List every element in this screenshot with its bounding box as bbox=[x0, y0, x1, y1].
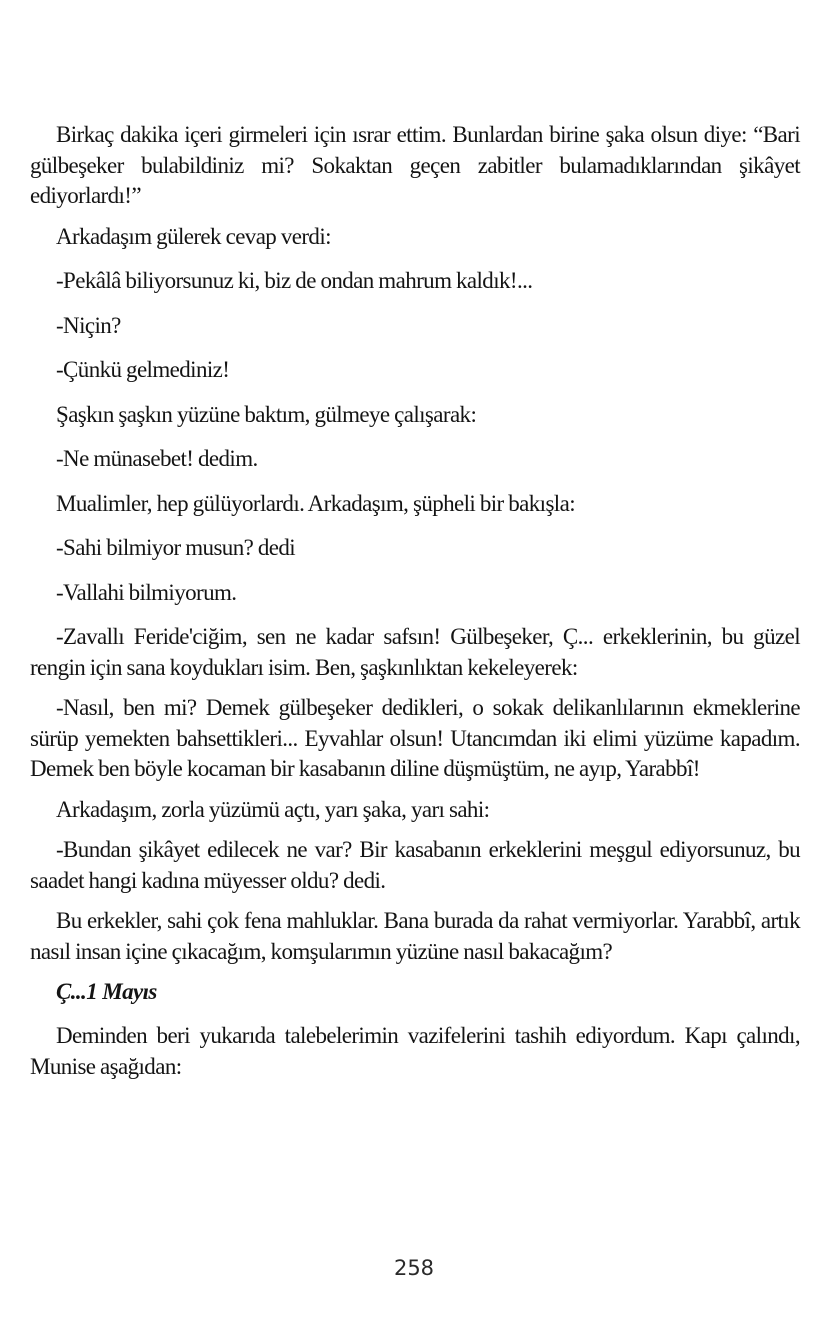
dialogue-line: -Ne münasebet! dedim. bbox=[56, 446, 258, 471]
paragraph: Bu erkekler, sahi çok fena mahluklar. Bana burada da rahat vermiyorlar. Yarabbî, artık nasıl insan içine çıkacağım, komşularımın yüzüne nasıl bakacağım? bbox=[30, 908, 800, 964]
dialogue-paragraph: -Bundan şikâyet edilecek ne var? Bir kasabanın erkeklerini meşgul ediyorsunuz, bu saadet hangi kadına müyesser oldu? dedi. bbox=[30, 837, 800, 893]
paragraph: Mualimler, hep gülüyorlardı. Arkadaşım, şüpheli bir bakışla: bbox=[56, 490, 575, 516]
paragraph: Deminden beri yukarıda talebelerimin vazifelerini tashih ediyordum. Kapı çalındı, Munise aşağıdan: bbox=[30, 1023, 800, 1079]
paragraph: Şaşkın şaşkın yüzüne baktım, gülmeye çalışarak: bbox=[56, 401, 477, 427]
dialogue-line: -Pekâlâ biliyorsunuz ki, biz de ondan mahrum kaldık!... bbox=[56, 268, 533, 293]
dialogue-paragraph: -Zavallı Feride'ciğim, sen ne kadar safsın! Gülbeşeker, Ç... erkeklerinin, bu güzel rengin için sana koydukları isim. Ben, şaşkınlıktan kekeleyerek: bbox=[30, 624, 800, 680]
dialogue-line: -Vallahi bilmiyorum. bbox=[56, 579, 237, 605]
page-number: 258 bbox=[393, 1256, 435, 1280]
section-heading: Ç...1 Mayıs bbox=[56, 979, 157, 1004]
dialogue-paragraph: -Nasıl, ben mi? Demek gülbeşeker dedikleri, o sokak delikanlılarının ekmeklerine sürüp yemekten bahsettikleri... Eyvahlar olsun! Utancımdan iki elimi yüzüme kapadım. Demek ben böyle kocaman bir kasabanın diline düşmüştüm, ne ayıp, Yarabbî! bbox=[30, 695, 800, 781]
dialogue-line: -Niçin? bbox=[56, 312, 121, 338]
paragraph: Arkadaşım gülerek cevap verdi: bbox=[56, 223, 331, 249]
dialogue-line: -Sahi bilmiyor musun? dedi bbox=[56, 535, 296, 560]
book-page bbox=[30, 120, 800, 1092]
paragraph: Birkaç dakika içeri girmeleri için ısrar ettim. Bunlardan birine şaka olsun diye: “Bari gülbeşeker bulabildiniz mi? Sokaktan geçen zabitler bulamadıklarından şikâyet ediyorlardı!” bbox=[30, 122, 800, 208]
dialogue-line: -Çünkü gelmediniz! bbox=[56, 357, 230, 382]
paragraph: Arkadaşım, zorla yüzümü açtı, yarı şaka, yarı sahi: bbox=[56, 796, 490, 822]
